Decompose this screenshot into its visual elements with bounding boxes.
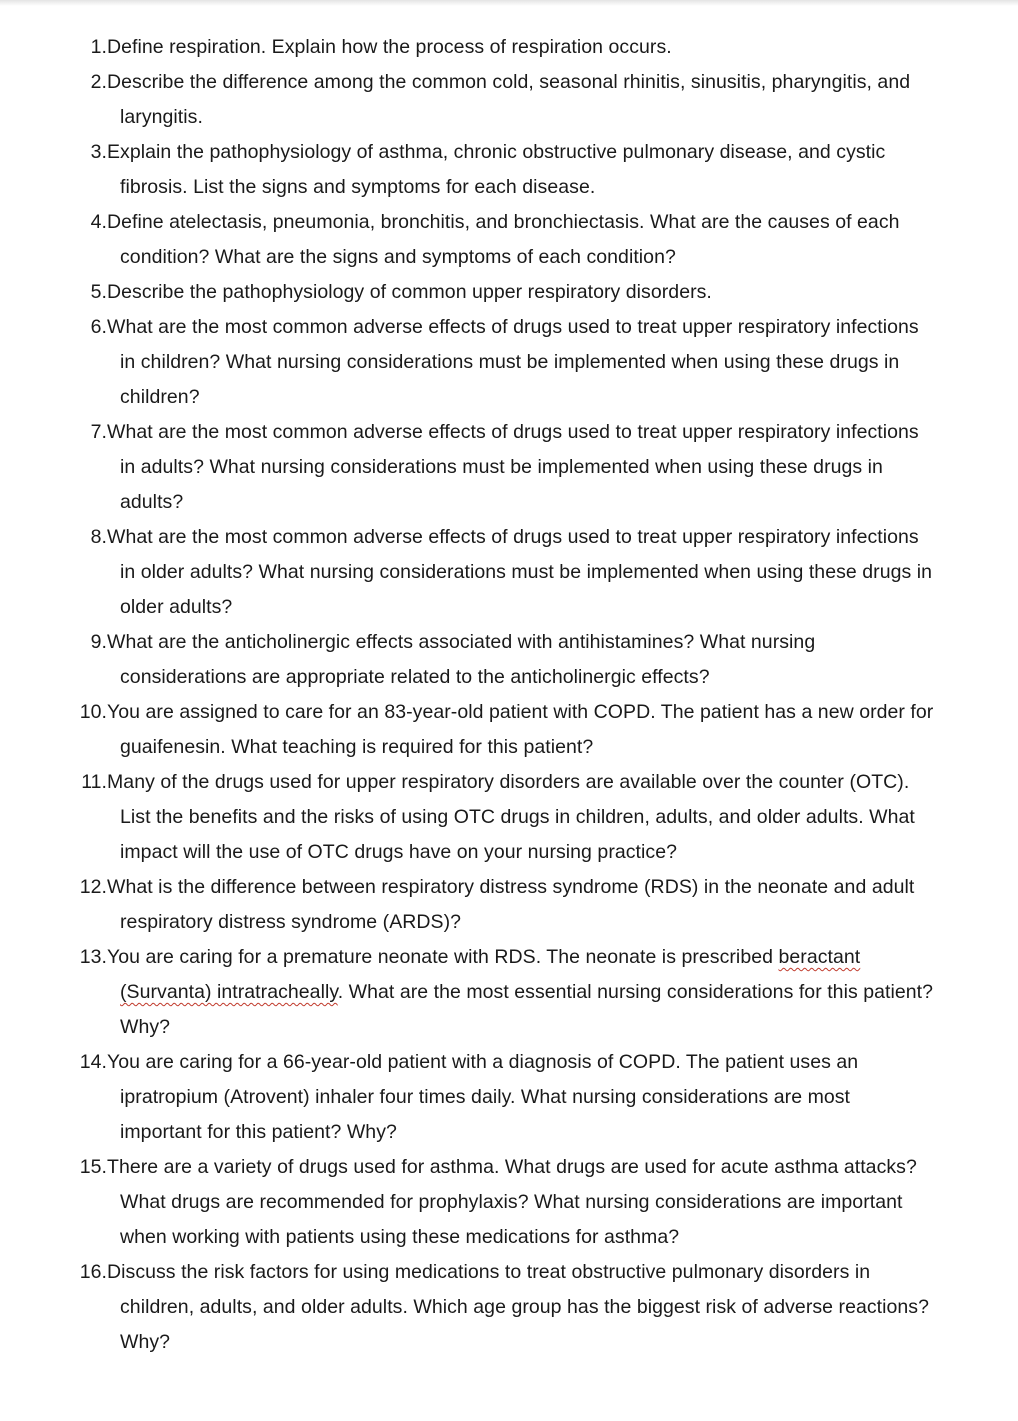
question-number: 9. (90, 631, 107, 653)
question-text-line: laryngitis. (120, 106, 203, 128)
question-number: 1. (90, 36, 107, 58)
question-number: 2. (90, 71, 107, 93)
question-9 (0, 625, 1018, 695)
question-number: 4. (90, 211, 107, 233)
question-5 (0, 275, 1018, 310)
question-text-line: What are the anticholinergic effects associated with antihistamines? What nursing (107, 631, 816, 653)
question-text-line: What drugs are recommended for prophylaxis? What nursing considerations are important (120, 1191, 903, 1213)
question-text-segment: . What are the most essential nursing considerations for this patient? (337, 981, 934, 1003)
question-1 (0, 30, 1018, 65)
question-number: 10. (79, 701, 107, 723)
question-text-line: Discuss the risk factors for using medications to treat obstructive pulmonary disorders in (107, 1261, 871, 1283)
question-16 (0, 1255, 1018, 1360)
question-4 (0, 205, 1018, 275)
question-text-line: What are the most common adverse effects of drugs used to treat upper respiratory infections (107, 421, 919, 443)
question-text-line: adults? (120, 491, 184, 513)
question-number: 7. (90, 421, 107, 443)
question-text-line: impact will the use of OTC drugs have on your nursing practice? (120, 841, 677, 863)
question-text-line: when working with patients using these medications for asthma? (120, 1226, 680, 1248)
question-number: 5. (90, 281, 107, 303)
question-12 (0, 870, 1018, 940)
question-text-line: Describe the difference among the common cold, seasonal rhinitis, sinusitis, pharyngitis, and (107, 71, 911, 93)
question-number: 6. (90, 316, 107, 338)
question-text-line (107, 940, 978, 975)
question-number: 8. (90, 526, 107, 548)
question-text-line: in children? What nursing considerations must be implemented when using these drugs in (120, 351, 900, 373)
question-8 (0, 520, 1018, 625)
question-text-line: children, adults, and older adults. Which age group has the biggest risk of adverse reactions? (120, 1296, 929, 1318)
question-text-line: ipratropium (Atrovent) inhaler four times daily. What nursing considerations are most (120, 1086, 851, 1108)
question-text-line: Why? (120, 1016, 171, 1038)
spellcheck-flagged-word[interactable]: (Survanta) intratracheally (120, 981, 338, 1003)
question-13 (0, 940, 1018, 1045)
question-text-line: You are assigned to care for an 83-year-old patient with COPD. The patient has a new order for (107, 701, 934, 723)
question-text-line: important for this patient? Why? (120, 1121, 397, 1143)
question-text-line: Why? (120, 1331, 171, 1353)
question-text-line: older adults? (120, 596, 233, 618)
question-number: 3. (90, 141, 107, 163)
question-number: 11. (81, 771, 107, 793)
question-11 (0, 765, 1018, 870)
question-14 (0, 1045, 1018, 1150)
question-number: 16. (79, 1261, 107, 1283)
question-number: 13. (79, 946, 107, 968)
question-7 (0, 415, 1018, 520)
page-top-shadow (0, 0, 1018, 6)
question-number: 15. (79, 1156, 107, 1178)
question-text-line: What is the difference between respiratory distress syndrome (RDS) in the neonate and adult (107, 876, 915, 898)
question-number: 14. (79, 1051, 107, 1073)
question-6 (0, 310, 1018, 415)
question-text-line: There are a variety of drugs used for asthma. What drugs are used for acute asthma attacks? (107, 1156, 917, 1178)
question-list (0, 30, 1018, 1360)
question-15 (0, 1150, 1018, 1255)
question-text-line: in adults? What nursing considerations must be implemented when using these drugs in (120, 456, 883, 478)
question-text-segment: You are caring for a premature neonate with RDS. The neonate is prescribed (107, 946, 779, 968)
question-text-line: Explain the pathophysiology of asthma, chronic obstructive pulmonary disease, and cystic (107, 141, 886, 163)
question-3 (0, 135, 1018, 205)
question-text-line: What are the most common adverse effects of drugs used to treat upper respiratory infections (107, 316, 919, 338)
question-text-line: Many of the drugs used for upper respiratory disorders are available over the counter (OTC). (107, 771, 910, 793)
question-text-line: List the benefits and the risks of using OTC drugs in children, adults, and older adults. What (120, 806, 915, 828)
question-text-line: guaifenesin. What teaching is required for this patient? (120, 736, 594, 758)
question-text-line: children? (120, 386, 200, 408)
question-text-line: respiratory distress syndrome (ARDS)? (120, 911, 462, 933)
question-number: 12. (79, 876, 107, 898)
question-text-line (120, 975, 978, 1010)
question-text-line: condition? What are the signs and symptoms of each condition? (120, 246, 676, 268)
question-text-line: What are the most common adverse effects of drugs used to treat upper respiratory infections (107, 526, 919, 548)
question-text-line: fibrosis. List the signs and symptoms for each disease. (120, 176, 596, 198)
question-text-line: Define respiration. Explain how the process of respiration occurs. (107, 36, 672, 58)
spellcheck-flagged-word[interactable]: beractant (778, 946, 861, 968)
question-text-line: in older adults? What nursing considerations must be implemented when using these drugs in (120, 561, 933, 583)
question-2 (0, 65, 1018, 135)
question-text-line: Define atelectasis, pneumonia, bronchitis, and bronchiectasis. What are the causes of each (107, 211, 900, 233)
question-text-line: You are caring for a 66-year-old patient with a diagnosis of COPD. The patient uses an (107, 1051, 859, 1073)
question-10 (0, 695, 1018, 765)
question-text-line: considerations are appropriate related to the anticholinergic effects? (120, 666, 710, 688)
question-text-line: Describe the pathophysiology of common upper respiratory disorders. (107, 281, 712, 303)
